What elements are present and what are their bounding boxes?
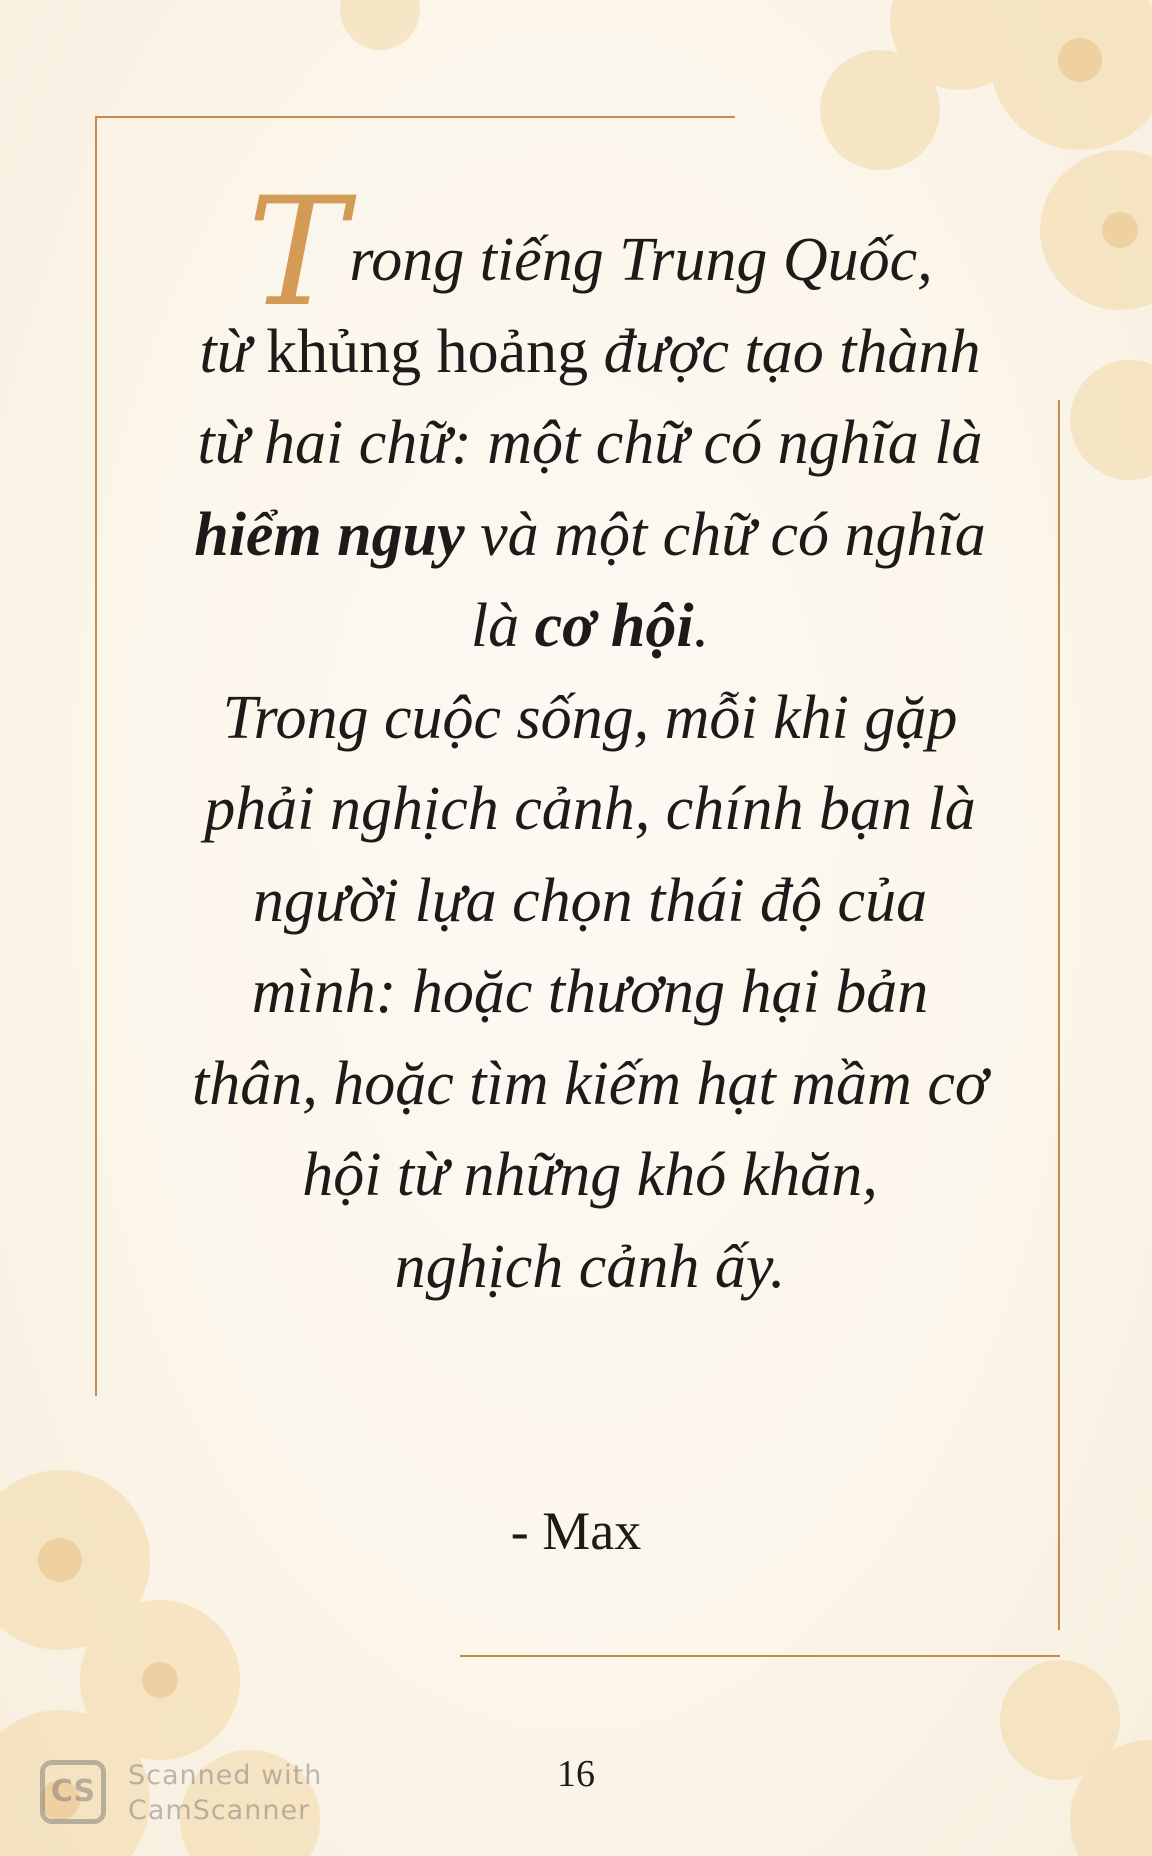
emphasis-opportunity: cơ hội (534, 592, 694, 660)
camscanner-watermark (40, 1752, 340, 1832)
drop-cap: T (247, 166, 348, 340)
page-number: 16 (557, 1753, 595, 1795)
quote-line-3: từ hai chữ: một chữ có nghĩa là (197, 409, 983, 477)
watermark-text: Scanned with CamScanner (128, 1760, 323, 1826)
frame-left-line (95, 116, 97, 1396)
quote-line-6: Trong cuộc sống, mỗi khi gặp (222, 683, 958, 752)
quote-line-1: Trong tiếng Trung Quốc, (247, 166, 933, 340)
quote-line-2: từ khủng hoảng được tạo thành (199, 317, 981, 386)
frame-top-line (95, 116, 735, 118)
camscanner-logo-icon: CS (40, 1760, 106, 1824)
quote-line-5: là cơ hội. (470, 592, 710, 660)
quote-line-11: hội từ những khó khăn, (302, 1141, 878, 1209)
quote-text (120, 166, 1060, 1313)
emphasis-danger: hiểm nguy (194, 500, 465, 569)
quote-line-8: người lựa chọn thái độ của (252, 866, 928, 935)
quote-line-12: nghịch cảnh ấy. (394, 1232, 786, 1301)
quote-line-7: phải nghịch cảnh, chính bạn là (204, 775, 976, 843)
quote-line-9: mình: hoặc thương hại bản (251, 958, 929, 1026)
quote-author: - Max (510, 1501, 642, 1561)
quote-line-10: thân, hoặc tìm kiếm hạt mầm cơ (192, 1049, 988, 1118)
quote-line-4: hiểm nguy và một chữ có nghĩa (194, 500, 986, 569)
frame-bottom-line (460, 1655, 1060, 1657)
